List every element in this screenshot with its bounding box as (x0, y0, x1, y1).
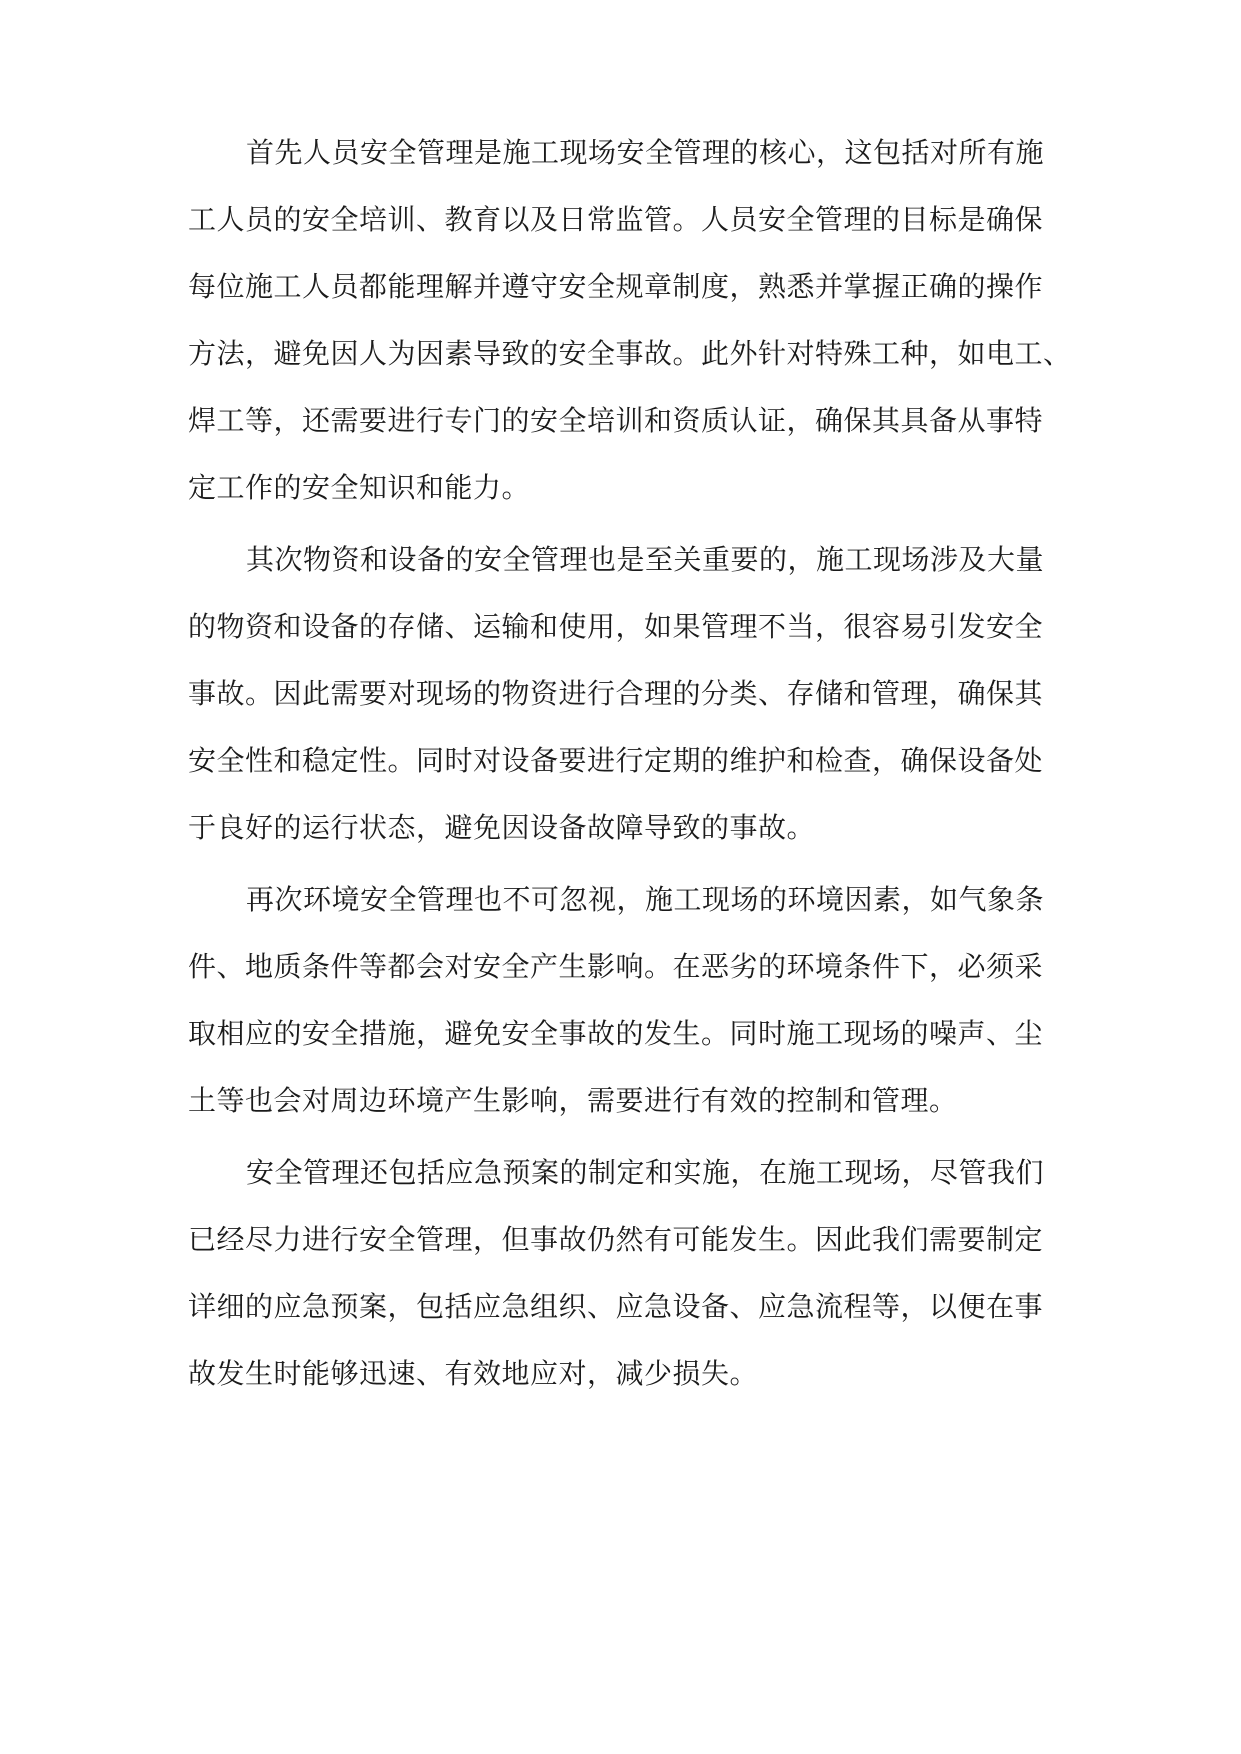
paragraph-1-line-4: 方法，避免因人为因素导致的安全事故。此外针对特殊工种，如电工、 (188, 337, 1072, 370)
paragraph-4-line-1: 安全管理还包括应急预案的制定和实施，在施工现场，尽管我们 (246, 1156, 1045, 1189)
paragraph-3-line-4: 土等也会对周边环境产生影响，需要进行有效的控制和管理。 (188, 1084, 958, 1117)
paragraph-2-line-4: 安全性和稳定性。同时对设备要进行定期的维护和检查，确保设备处 (188, 744, 1044, 777)
paragraph-2-line-5: 于良好的运行状态，避免因设备故障导致的事故。 (188, 811, 816, 844)
paragraph-3-line-2: 件、地质条件等都会对安全产生影响。在恶劣的环境条件下，必须采 (188, 950, 1044, 983)
paragraph-1-line-1: 首先人员安全管理是施工现场安全管理的核心，这包括对所有施 (246, 136, 1045, 169)
paragraph-4-line-2: 已经尽力进行安全管理，但事故仍然有可能发生。因此我们需要制定 (188, 1223, 1044, 1256)
paragraph-1-line-5: 焊工等，还需要进行专门的安全培训和资质认证，确保其具备从事特 (188, 404, 1044, 437)
paragraph-4-line-3: 详细的应急预案，包括应急组织、应急设备、应急流程等，以便在事 (188, 1290, 1044, 1323)
paragraph-1-line-6: 定工作的安全知识和能力。 (188, 471, 531, 504)
paragraph-1-line-2: 工人员的安全培训、教育以及日常监管。人员安全管理的目标是确保 (188, 203, 1044, 236)
paragraph-2-line-1: 其次物资和设备的安全管理也是至关重要的，施工现场涉及大量 (246, 543, 1045, 576)
paragraph-2-line-3: 事故。因此需要对现场的物资进行合理的分类、存储和管理，确保其 (188, 677, 1044, 710)
paragraph-2-line-2: 的物资和设备的存储、运输和使用，如果管理不当，很容易引发安全 (188, 610, 1044, 643)
paragraph-3-line-3: 取相应的安全措施，避免安全事故的发生。同时施工现场的噪声、尘 (188, 1017, 1044, 1050)
paragraph-1-line-3: 每位施工人员都能理解并遵守安全规章制度，熟悉并掌握正确的操作 (188, 270, 1044, 303)
paragraph-4-line-4: 故发生时能够迅速、有效地应对，减少损失。 (188, 1357, 759, 1390)
paragraph-3-line-1: 再次环境安全管理也不可忽视，施工现场的环境因素，如气象条 (246, 883, 1045, 916)
